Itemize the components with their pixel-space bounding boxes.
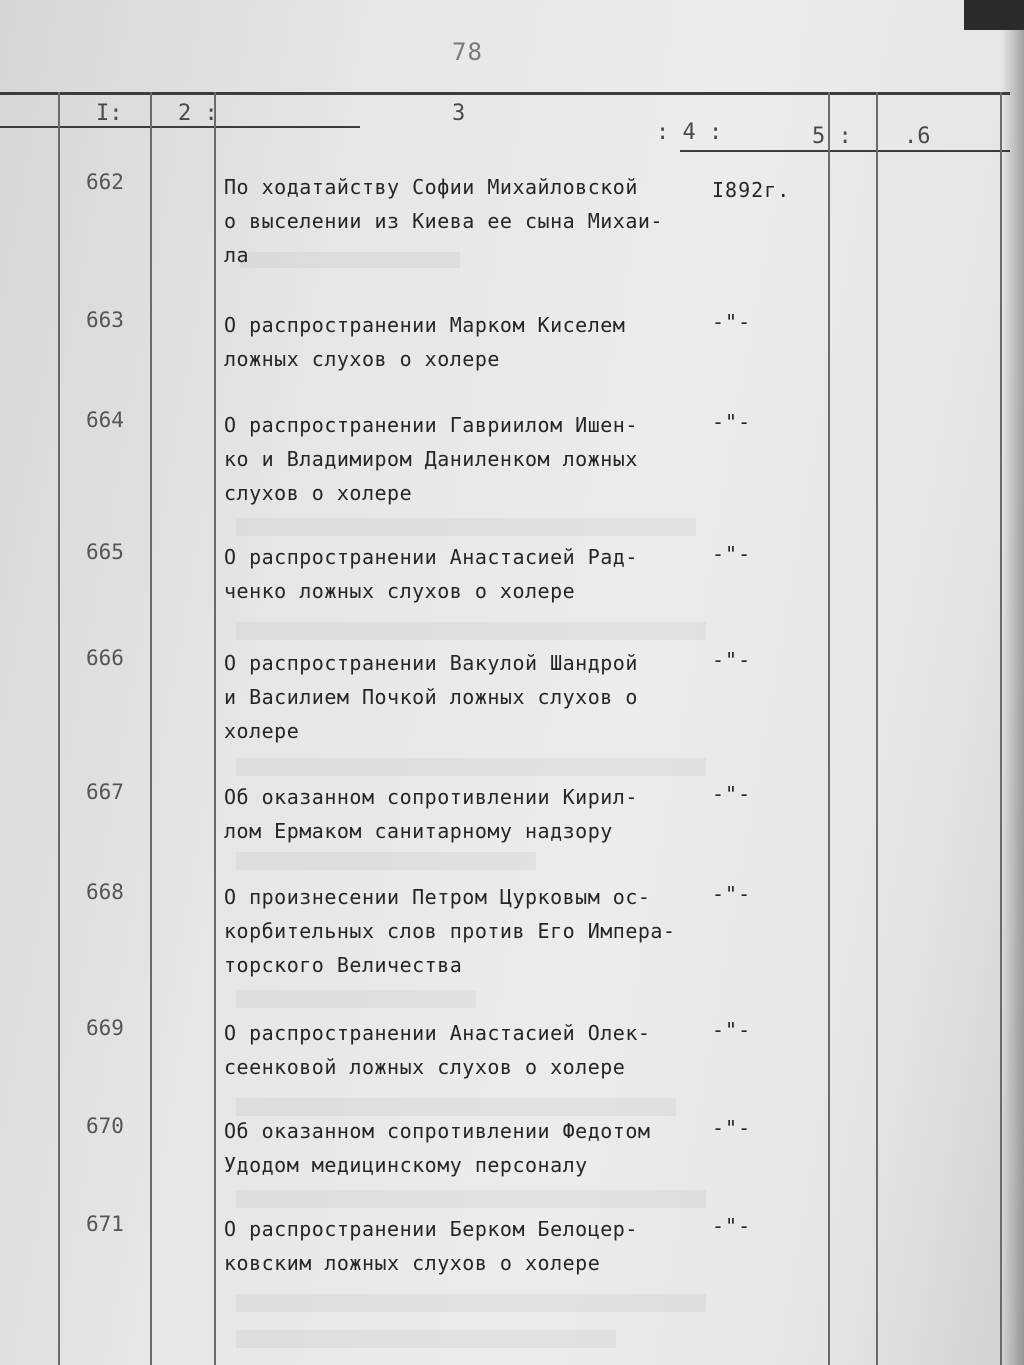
entry-number: 663 (86, 308, 124, 332)
bleed-through-line (236, 852, 536, 870)
entry-title (224, 1212, 694, 1280)
entry-title (224, 1016, 694, 1084)
entry-title-line: слухов о холере (224, 481, 413, 505)
bleed-through-line (236, 518, 696, 536)
entry-title-line: О распространении Вакулой Шандрой (224, 651, 638, 675)
entry-date: -"- (712, 1214, 752, 1238)
entry-title-line: О распространении Анастасией Олек- (224, 1021, 651, 1045)
entry-title-line: торского Величества (224, 953, 463, 977)
entry-date: -"- (712, 410, 752, 434)
entry-title-line: Об оказанном сопротивлении Федотом (224, 1119, 651, 1143)
entry-title-line: О распространении Берком Белоцер- (224, 1217, 638, 1241)
column-divider (214, 92, 216, 1365)
page-number: 78 (452, 38, 483, 66)
column-divider (828, 92, 830, 1365)
entry-title-line: ложных слухов о холере (224, 347, 500, 371)
entry-date: -"- (712, 542, 752, 566)
bleed-through-line (236, 1330, 616, 1348)
column-divider (876, 92, 878, 1365)
entry-number: 668 (86, 880, 124, 904)
entry-date: -"- (712, 1018, 752, 1042)
entry-title (224, 540, 694, 608)
entry-title (224, 1114, 694, 1182)
entry-title (224, 780, 694, 848)
entry-title-line: По ходатайству Софии Михайловской (224, 175, 638, 199)
entry-title-line: лом Ермаком санитарному надзору (224, 819, 613, 843)
bleed-through-line (236, 758, 706, 776)
entry-title-line: корбительных слов против Его Импера- (224, 919, 676, 943)
entry-title (224, 408, 694, 510)
entry-title (224, 646, 694, 748)
entry-title-line: ковским ложных слухов о холере (224, 1251, 601, 1275)
entry-number: 665 (86, 540, 124, 564)
entry-number: 671 (86, 1212, 124, 1236)
column-header-6: .6 (904, 124, 931, 149)
entry-number: 667 (86, 780, 124, 804)
entry-title (224, 880, 694, 982)
page-edge-shadow (1002, 0, 1024, 1365)
entry-title (224, 170, 694, 272)
entry-title-line: ченко ложных слухов о холере (224, 579, 576, 603)
entry-date: -"- (712, 1116, 752, 1140)
entry-date: -"- (712, 648, 752, 672)
entry-title-line: и Василием Почкой ложных слухов о (224, 685, 638, 709)
entry-number: 670 (86, 1114, 124, 1138)
header-bottom-rule (0, 126, 360, 128)
entry-title-line: О распространении Анастасией Рад- (224, 545, 638, 569)
column-divider (150, 92, 152, 1365)
bleed-through-line (236, 990, 476, 1008)
entry-title (224, 308, 694, 376)
entry-title-line: О произнесении Петром Цурковым ос- (224, 885, 651, 909)
entry-date: -"- (712, 882, 752, 906)
entry-date: -"- (712, 782, 752, 806)
entry-title-line: холере (224, 719, 300, 743)
entry-date: -"- (712, 310, 752, 334)
entry-number: 666 (86, 646, 124, 670)
bleed-through-line (236, 1294, 706, 1312)
column-header-2: 2 : (178, 101, 218, 126)
column-divider (1000, 92, 1002, 1365)
entry-date: I892г. (712, 178, 791, 202)
bleed-through-line (236, 622, 706, 640)
bleed-through-line (236, 1190, 706, 1208)
entry-title-line: сеенковой ложных слухов о холере (224, 1055, 626, 1079)
column-header-3: 3 (452, 101, 466, 126)
page-corner-shadow (964, 0, 1024, 30)
entry-number: 669 (86, 1016, 124, 1040)
column-header-1: I: (96, 101, 123, 126)
entry-title-line: ко и Владимиром Даниленком ложных (224, 447, 638, 471)
entry-title-line: Удодом медицинскому персоналу (224, 1153, 588, 1177)
entry-title-line: Об оказанном сопротивлении Кирил- (224, 785, 638, 809)
column-header-5: 5 : (812, 124, 852, 149)
entry-title-line: О распространении Марком Киселем (224, 313, 626, 337)
column-header-4: : 4 : (656, 120, 723, 145)
entry-title-line: О распространении Гавриилом Ишен- (224, 413, 638, 437)
entry-title-line: о выселении из Киева ее сына Михаи- (224, 209, 663, 233)
column-divider (58, 92, 60, 1365)
header-bottom-rule-right (680, 150, 1010, 152)
entry-title-line: ла (224, 243, 250, 267)
entry-number: 664 (86, 408, 124, 432)
entry-number: 662 (86, 170, 124, 194)
